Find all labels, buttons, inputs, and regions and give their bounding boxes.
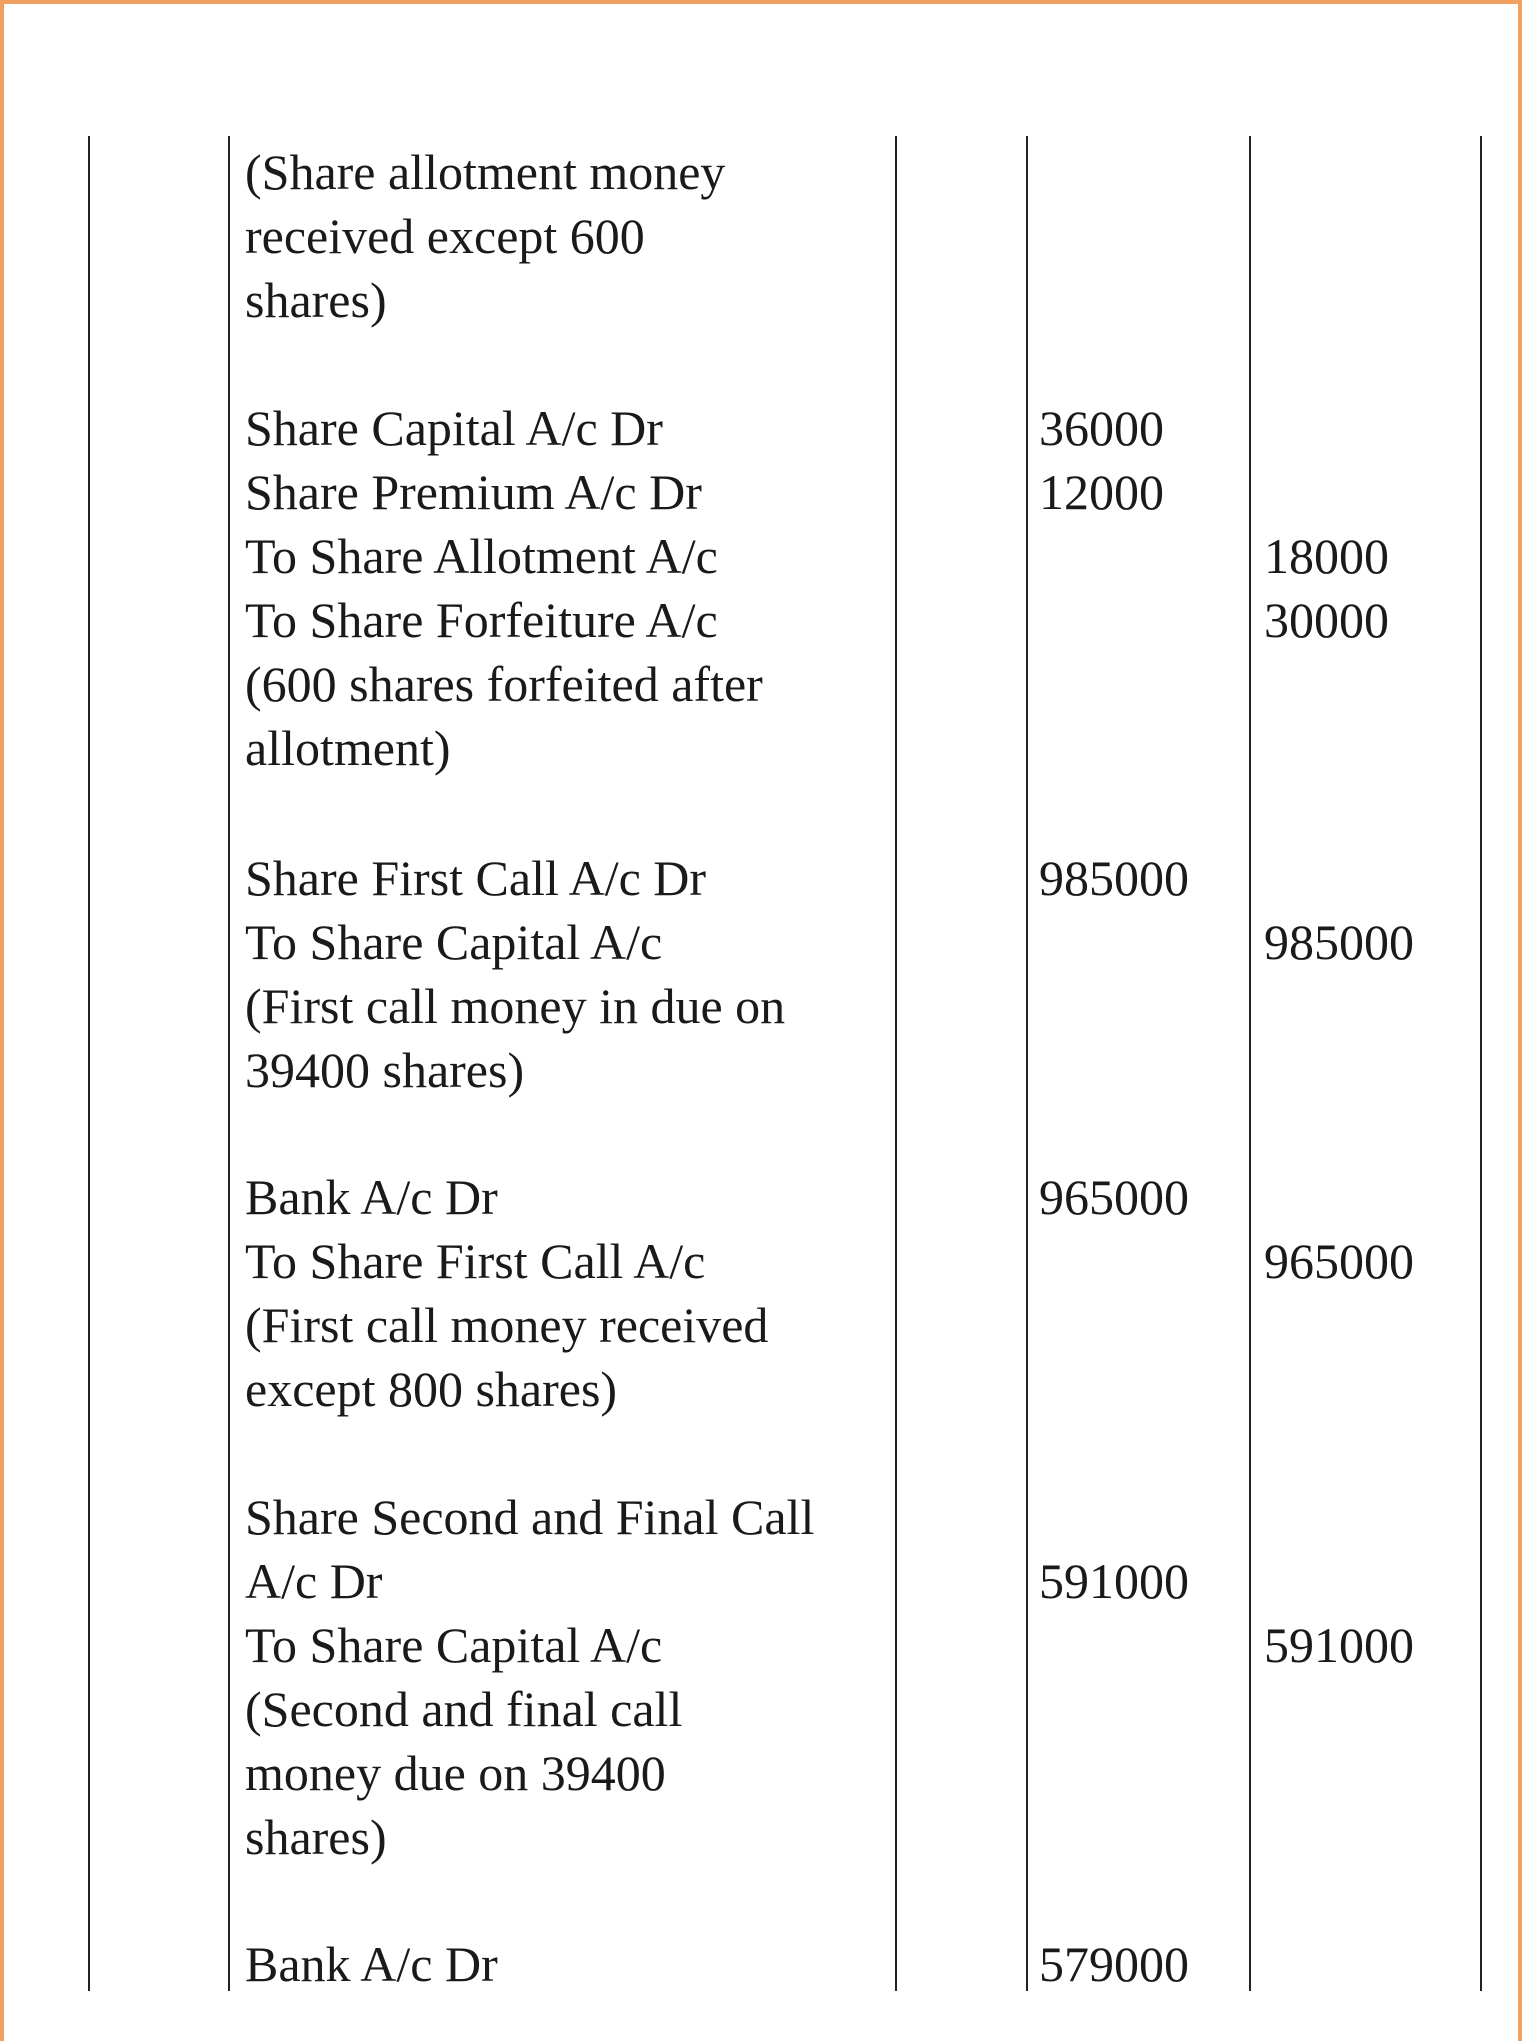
column-rule-date-left [88, 136, 90, 1991]
entry-2-particular-line: To Share Forfeiture A/c [245, 592, 718, 648]
entry-2-particular-line: allotment) [245, 720, 451, 776]
column-rule-credit-right [1480, 136, 1482, 1991]
entry-3-credit-amount: 985000 [1264, 914, 1414, 970]
entry-2-credit-amount: 18000 [1264, 528, 1389, 584]
entry-6-particular-line: Bank A/c Dr [245, 1936, 498, 1992]
column-rule-particulars-right [895, 136, 897, 1991]
entry-1-particular-line: received except 600 [245, 208, 645, 264]
entry-6-debit-amount: 579000 [1039, 1936, 1189, 1992]
entry-4-particular-line: To Share First Call A/c [245, 1233, 706, 1289]
entry-5-credit-amount: 591000 [1264, 1617, 1414, 1673]
entry-5-particular-line: To Share Capital A/c [245, 1617, 663, 1673]
column-rule-particulars-left [228, 136, 230, 1991]
entry-4-debit-amount: 965000 [1039, 1169, 1189, 1225]
entry-2-debit-amount: 12000 [1039, 464, 1164, 520]
entry-5-debit-amount: 591000 [1039, 1553, 1189, 1609]
entry-4-credit-amount: 965000 [1264, 1233, 1414, 1289]
entry-5-particular-line: (Second and final call [245, 1681, 683, 1737]
entry-4-particular-line: Bank A/c Dr [245, 1169, 498, 1225]
entry-5-particular-line: money due on 39400 [245, 1745, 666, 1801]
entry-2-particular-line: (600 shares forfeited after [245, 656, 763, 712]
entry-2-particular-line: Share Capital A/c Dr [245, 400, 663, 456]
entry-1-particular-line: (Share allotment money [245, 144, 726, 200]
entry-2-particular-line: To Share Allotment A/c [245, 528, 718, 584]
entry-2-debit-amount: 36000 [1039, 400, 1164, 456]
entry-3-particular-line: 39400 shares) [245, 1042, 525, 1098]
entry-3-particular-line: (First call money in due on [245, 978, 786, 1034]
column-rule-debit-left [1026, 136, 1028, 1991]
entry-5-particular-line: A/c Dr [245, 1553, 383, 1609]
entry-4-particular-line: (First call money received [245, 1297, 769, 1353]
entry-5-particular-line: shares) [245, 1809, 387, 1865]
entry-3-particular-line: To Share Capital A/c [245, 914, 663, 970]
entry-2-credit-amount: 30000 [1264, 592, 1389, 648]
entry-3-particular-line: Share First Call A/c Dr [245, 850, 707, 906]
entry-2-particular-line: Share Premium A/c Dr [245, 464, 702, 520]
entry-3-debit-amount: 985000 [1039, 850, 1189, 906]
entry-4-particular-line: except 800 shares) [245, 1361, 618, 1417]
column-rule-credit-left [1249, 136, 1251, 1991]
entry-5-particular-line: Share Second and Final Call [245, 1489, 815, 1545]
entry-1-particular-line: shares) [245, 272, 387, 328]
